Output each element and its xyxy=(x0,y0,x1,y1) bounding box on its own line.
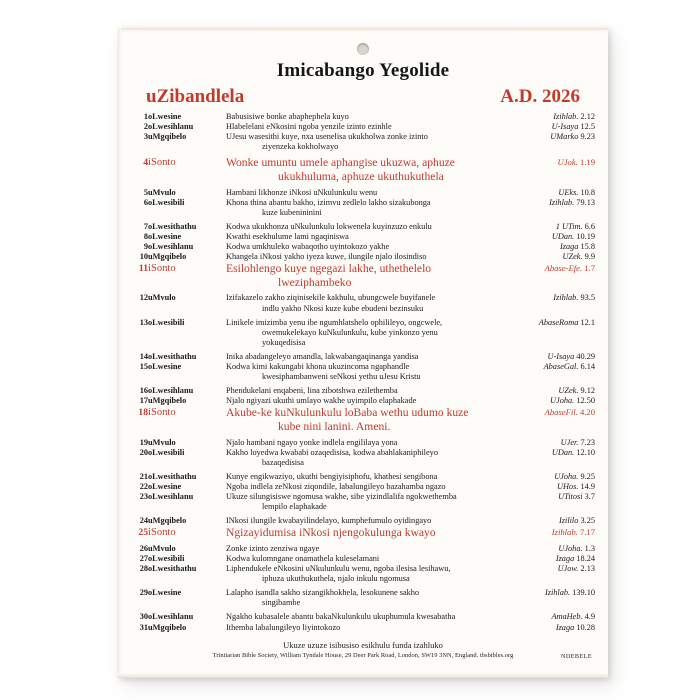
day-name: oLwesithathu xyxy=(148,564,197,574)
table-row xyxy=(128,406,595,433)
verse-line: yokuqedisisa xyxy=(262,337,306,347)
day-number: 16 xyxy=(139,386,148,396)
scripture-reference xyxy=(521,222,595,232)
scripture-reference xyxy=(521,242,595,252)
reference-verse: 6.6 xyxy=(584,221,595,231)
day-number: 15 xyxy=(139,361,148,371)
day-name: oLwesihlanu xyxy=(148,612,194,622)
card-top-edge xyxy=(118,28,608,32)
table-row xyxy=(128,122,595,132)
reference-verse: 15.8 xyxy=(580,242,595,252)
reference-verse: 6.14 xyxy=(580,361,595,371)
day-number: 23 xyxy=(139,492,148,501)
reference-verse: 9.25 xyxy=(580,471,595,481)
reference-book: UJoha. xyxy=(558,543,583,553)
scripture-reference xyxy=(521,406,595,433)
reference-verse: 14.9 xyxy=(580,481,595,491)
verse-text xyxy=(226,156,521,183)
table-row xyxy=(128,198,595,218)
verse-line: kuze kubenininini xyxy=(262,207,322,217)
scripture-reference xyxy=(521,448,595,468)
reference-book: AbaseGal. xyxy=(543,361,579,371)
verse-text xyxy=(226,318,521,348)
verse-text xyxy=(226,612,521,622)
reference-verse: 9.9 xyxy=(584,252,595,262)
table-row xyxy=(128,188,595,198)
verse-line: lempilo elaphakade xyxy=(262,502,327,512)
verse-text xyxy=(226,112,521,122)
month-label: uZibandlela xyxy=(146,86,245,107)
day-number: 3 xyxy=(143,132,148,142)
verse-text xyxy=(226,262,521,289)
day-name: oLwesithathu xyxy=(148,221,197,231)
reference-verse: 3.25 xyxy=(580,516,595,526)
scripture-reference xyxy=(521,352,595,362)
reference-book: UEks. xyxy=(558,187,579,197)
table-row xyxy=(128,448,595,468)
verse-line: Ngizayidumisa iNkosi njengokulunga kwayo xyxy=(226,526,436,540)
reference-book: AmaHeb. xyxy=(551,612,583,622)
reference-verse: 40.29 xyxy=(576,351,595,361)
table-row xyxy=(128,526,595,540)
verse-text xyxy=(226,122,521,132)
verse-text xyxy=(226,386,521,396)
scripture-reference xyxy=(521,252,595,262)
verse-line: Kakho loyedwa kwababi ozaqedisisa, kodwa abahlakaniphileyo xyxy=(226,447,438,457)
reference-book: AbaseRoma xyxy=(538,317,579,327)
calendar-footer xyxy=(118,640,608,660)
reference-book: Izaga xyxy=(555,622,575,632)
table-row xyxy=(128,252,595,262)
verse-text xyxy=(226,242,521,252)
reference-book: Izihlab. xyxy=(553,293,579,303)
day-name: uMgqibelo xyxy=(148,252,187,262)
reference-verse: 4.20 xyxy=(579,407,595,418)
language-tag: NDEBELE xyxy=(561,653,592,660)
reference-book: UJer. xyxy=(560,437,579,447)
scripture-reference xyxy=(521,396,595,406)
scripture-reference xyxy=(521,232,595,242)
day-name: iSonto xyxy=(148,407,176,419)
table-row xyxy=(128,492,595,512)
table-row xyxy=(128,516,595,526)
day-name: iSonto xyxy=(148,157,176,169)
day-number: 30 xyxy=(139,612,148,622)
reference-verse: 9.12 xyxy=(580,386,595,396)
day-number: 24 xyxy=(139,516,148,526)
day-number: 2 xyxy=(143,122,148,132)
reference-book: UZek. xyxy=(558,386,579,396)
day-number: 6 xyxy=(143,197,148,207)
reference-verse: 10.28 xyxy=(576,622,595,632)
reference-book: UJow. xyxy=(557,564,579,574)
day-number: 25 xyxy=(138,527,148,539)
day-number: 19 xyxy=(139,437,148,447)
reference-verse: 2.13 xyxy=(580,564,595,574)
verse-line: UJesu wasesithi kuye, nxa usenelisa ukukholwa zonke izinto xyxy=(226,132,428,142)
verse-line: ziyenzeka kokholwayo xyxy=(262,142,339,152)
verse-text xyxy=(226,222,521,232)
day-name: oLwesihlanu xyxy=(148,242,194,252)
reference-verse: 12.10 xyxy=(576,447,595,457)
day-name: uMgqibelo xyxy=(148,396,187,406)
reference-book: Izihlab. xyxy=(544,588,571,598)
day-name: uMgqibelo xyxy=(148,516,187,526)
calendar-header xyxy=(118,60,608,82)
table-row xyxy=(128,222,595,232)
day-number: 8 xyxy=(143,231,148,241)
reference-book: UTitosi xyxy=(558,492,583,501)
verse-line: lweziphambeko xyxy=(278,275,352,289)
table-row xyxy=(128,132,595,152)
reference-book: UDan. xyxy=(551,231,575,241)
verse-line: Lalapho isandla sakho sizangikhokhela, lesokunene sakho xyxy=(226,588,420,598)
reference-verse: 139.10 xyxy=(572,588,595,598)
day-number: 17 xyxy=(139,396,148,406)
table-row xyxy=(128,232,595,242)
reference-verse: 1.7 xyxy=(584,263,595,274)
day-number: 29 xyxy=(139,588,148,598)
reference-book: Izihlab. xyxy=(551,527,578,538)
scripture-reference xyxy=(521,362,595,382)
verse-text xyxy=(226,564,521,584)
table-row xyxy=(128,623,595,633)
verse-text xyxy=(226,448,521,468)
calendar-card xyxy=(118,28,608,678)
table-row xyxy=(128,612,595,622)
scripture-reference xyxy=(521,438,595,448)
day-name: uMvulo xyxy=(148,543,176,553)
reference-verse: 3.7 xyxy=(584,492,595,501)
table-row xyxy=(128,554,595,564)
day-number: 12 xyxy=(139,293,148,303)
reference-book: UDan. xyxy=(551,447,575,457)
table-body xyxy=(128,112,595,633)
verse-line: Liphendukele eNkosini uNkulunkulu wenu, ngoba ilesisa lesihawu, xyxy=(226,564,451,574)
reference-book: Izaga xyxy=(559,242,579,252)
day-number: 4 xyxy=(143,157,148,169)
reference-book: 1 UTim. xyxy=(555,221,583,231)
scripture-reference xyxy=(521,588,595,608)
reference-verse: 2.12 xyxy=(580,112,595,121)
verse-text xyxy=(226,406,521,433)
day-name: oLwesine xyxy=(148,361,182,371)
table-row xyxy=(128,156,595,183)
verse-text xyxy=(226,132,521,152)
verse-line: Ngoba indlela zeNkosi ziqondile, labalungileyo bazahamba ngazo xyxy=(226,481,446,491)
table-row xyxy=(128,362,595,382)
table-row xyxy=(128,396,595,406)
verse-line: ukukhuluma, aphuze ukuthukuthela xyxy=(278,169,444,183)
day-name: oLwesihlanu xyxy=(148,492,194,501)
day-name: oLwesine xyxy=(148,481,182,491)
reference-verse: 9.23 xyxy=(580,132,595,142)
reference-verse: 10.19 xyxy=(576,231,595,241)
day-name: oLwesine xyxy=(148,112,182,121)
day-name: oLwesibili xyxy=(148,553,185,563)
scripture-reference xyxy=(521,156,595,183)
day-name: iSonto xyxy=(148,527,176,539)
verse-text xyxy=(226,554,521,564)
verse-text xyxy=(226,438,521,448)
day-name: iSonto xyxy=(148,263,176,275)
verse-text xyxy=(226,526,521,540)
reference-book: Izaga xyxy=(555,553,575,563)
reference-book: AbaseFil. xyxy=(544,407,578,418)
scripture-reference xyxy=(521,122,595,132)
scripture-reference xyxy=(521,526,595,540)
table-row xyxy=(128,482,595,492)
verse-line: Inika abadangeleyo amandla, lakwabangaqinanga yandisa xyxy=(226,351,419,361)
reference-book: UHos. xyxy=(556,481,579,491)
table-row xyxy=(128,564,595,584)
scripture-reference xyxy=(521,188,595,198)
verse-text xyxy=(226,588,521,608)
reference-verse: 12.1 xyxy=(580,317,595,327)
day-name: oLwesine xyxy=(148,588,182,598)
reference-book: U-Isaya xyxy=(547,351,575,361)
day-name: uMgqibelo xyxy=(148,622,187,632)
day-number: 5 xyxy=(143,187,148,197)
verse-line: Njalo ngiyazi ukuthi umlayo wakhe uyimpilo elaphakade xyxy=(226,396,417,406)
day-number: 20 xyxy=(139,447,148,457)
verse-line: Kodwa ukukhonza uNkulunkulu lokwenela kuyinzuzo enkulu xyxy=(226,221,432,231)
day-number: 26 xyxy=(139,543,148,553)
scripture-reference xyxy=(521,482,595,492)
reference-book: Izihlab. xyxy=(549,197,575,207)
verse-line: Khona thina abantu bakho, izimvu zedlelo lakho sizakubonga xyxy=(226,197,431,207)
day-number: 22 xyxy=(139,481,148,491)
year-label: A.D. 2026 xyxy=(500,86,580,107)
day-number: 11 xyxy=(138,263,148,275)
day-number: 27 xyxy=(139,553,148,563)
reference-verse: 1.3 xyxy=(584,543,595,553)
day-name: oLwesibili xyxy=(148,317,185,327)
day-name: oLwesibili xyxy=(148,197,185,207)
verse-line: Kodwa umkhuleko wabaqotho uyintokozo yakhe xyxy=(226,242,390,252)
verse-line: Ukuze silungisiswe ngomusa wakhe, sibe yizindlalifa ngokwethemba xyxy=(226,492,457,501)
verse-text xyxy=(226,252,521,262)
verse-line: Linikele imizimba yenu ibe ngumhlatshelo ophilileyo, ongcwele, xyxy=(226,317,443,327)
verse-text xyxy=(226,198,521,218)
day-name: oLwesihlanu xyxy=(148,122,194,132)
reference-verse: 79.13 xyxy=(576,197,595,207)
scripture-reference xyxy=(521,612,595,622)
table-row xyxy=(128,588,595,608)
scripture-reference xyxy=(521,564,595,584)
table-row xyxy=(128,352,595,362)
verse-line: Kwathi esekhulume lami ngaqiniswa xyxy=(226,231,349,241)
verse-text xyxy=(226,492,521,512)
verse-line: iphuza ukuthukuthela, njalo inkulu ngomusa xyxy=(262,574,410,584)
table-row xyxy=(128,293,595,313)
reference-verse: 7.23 xyxy=(580,437,595,447)
reference-book: UJok. xyxy=(557,157,578,168)
verse-text xyxy=(226,362,521,382)
verse-line: Wonke umuntu umele aphangise ukuzwa, aphuze xyxy=(226,156,455,170)
verse-line: Hambani likhonze iNkosi uNkulunkulu wenu xyxy=(226,187,378,197)
verse-line: kwesiphambanweni seNkosi yethu uJesu Kristu xyxy=(262,372,421,382)
reference-book: Izililo xyxy=(559,516,579,526)
verse-line: Ithemba labalungileyo liyintokozo xyxy=(226,622,341,632)
reference-book: UJoha. xyxy=(554,471,579,481)
verse-line: Phendukelani enqabeni, lina zibotshwa ezilethemba xyxy=(226,386,398,396)
day-number: 1 xyxy=(143,112,148,121)
table-row xyxy=(128,318,595,348)
verse-line: singibambe xyxy=(262,598,301,608)
reference-verse: 12.5 xyxy=(580,122,595,132)
month-year-row xyxy=(118,86,608,108)
daily-readings-table xyxy=(128,112,595,633)
scripture-reference xyxy=(521,554,595,564)
footer-encouragement: Ukuze uzuze isibusiso esikhulu funda izahluko xyxy=(283,640,443,650)
verse-line: bazaqedisisa xyxy=(262,457,304,467)
verse-line: INkosi ilungile kwabayilindelayo, kumphefumulo oyidingayo xyxy=(226,516,432,526)
scripture-reference xyxy=(521,112,595,122)
verse-line: Kunye engikwaziyo, ukuthi bengiyisiphofu, khathesi sengibona xyxy=(226,471,438,481)
verse-line: Hlabelelani eNkosini ngoba yenzile izinto ezinhle xyxy=(226,122,392,132)
scripture-reference xyxy=(521,318,595,348)
scripture-reference xyxy=(521,293,595,313)
reference-book: UZek. xyxy=(562,252,583,262)
reference-verse: 18.24 xyxy=(576,553,595,563)
reference-book: Abase-Efe. xyxy=(544,263,583,274)
table-row xyxy=(128,544,595,554)
day-number: 9 xyxy=(143,242,148,252)
verse-text xyxy=(226,232,521,242)
scripture-reference xyxy=(521,492,595,512)
day-number: 14 xyxy=(139,351,148,361)
scripture-reference xyxy=(521,623,595,633)
day-name: uMvulo xyxy=(148,293,176,303)
card-bottom-edge xyxy=(118,673,608,678)
table-row xyxy=(128,438,595,448)
day-number: 18 xyxy=(138,407,148,419)
day-number: 31 xyxy=(139,622,148,632)
day-number: 21 xyxy=(139,471,148,481)
daily-readings-list xyxy=(118,112,608,633)
verse-line: Babusisiwe bonke abaphephela kuyo xyxy=(226,112,349,121)
day-number: 13 xyxy=(139,317,148,327)
day-name: uMgqibelo xyxy=(148,132,187,142)
table-row xyxy=(128,262,595,289)
verse-line: kube nini lanini. Ameni. xyxy=(278,419,391,433)
verse-line: owemukelekayo kuNkulunkulu, kube yinkonzo yenu xyxy=(262,327,438,337)
reference-book: UJoha. xyxy=(550,396,575,406)
day-number: 7 xyxy=(143,221,148,231)
day-name: oLwesithathu xyxy=(148,351,197,361)
table-row xyxy=(128,386,595,396)
footer-publisher: Trinitarian Bible Society, William Tyndale House, 29 Deer Park Road, London, SW19 3NN, England. tbsbibles.org xyxy=(212,652,514,659)
scripture-reference xyxy=(521,516,595,526)
day-name: oLwesihlanu xyxy=(148,386,194,396)
scripture-reference xyxy=(521,544,595,554)
hanging-hole xyxy=(357,43,369,55)
scripture-reference xyxy=(521,198,595,218)
reference-verse: 93.5 xyxy=(580,293,595,303)
verse-line: Kodwa kulomngane onamathela kuleselamani xyxy=(226,553,380,563)
day-name: oLwesithathu xyxy=(148,471,197,481)
verse-text xyxy=(226,352,521,362)
verse-text xyxy=(226,188,521,198)
scripture-reference xyxy=(521,386,595,396)
verse-text xyxy=(226,472,521,482)
reference-book: U-Isaya xyxy=(551,122,579,132)
verse-line: indlu yakho Nkosi kuze kube ebudeni bezinsuku xyxy=(262,303,424,313)
verse-text xyxy=(226,516,521,526)
verse-line: Kodwa kimi kakungabi khona ukuzincoma ngaphandle xyxy=(226,361,410,371)
verse-text xyxy=(226,544,521,554)
reference-verse: 1.19 xyxy=(579,157,595,168)
reference-verse: 10.8 xyxy=(580,187,595,197)
verse-text xyxy=(226,396,521,406)
day-number: 10 xyxy=(139,252,148,262)
day-name: uMvulo xyxy=(148,437,176,447)
verse-line: Esilohlengo kuye ngegazi lakhe, uthethelelo xyxy=(226,262,432,276)
table-row xyxy=(128,472,595,482)
day-number: 28 xyxy=(139,564,148,574)
verse-line: Njalo hambani ngayo yonke indlela engililaya yona xyxy=(226,437,398,447)
page-title: Imicabango Yegolide xyxy=(276,60,450,81)
reference-verse: 7.17 xyxy=(579,527,595,538)
day-name: uMvulo xyxy=(148,187,176,197)
day-name: oLwesibili xyxy=(148,447,185,457)
day-name: oLwesine xyxy=(148,231,182,241)
reference-book: UMarko xyxy=(550,132,579,142)
reference-book: Izihlab. xyxy=(553,112,579,121)
scripture-reference xyxy=(521,262,595,289)
table-row xyxy=(128,242,595,252)
scripture-reference xyxy=(521,472,595,482)
verse-text xyxy=(226,293,521,313)
reference-verse: 4.9 xyxy=(584,612,595,622)
verse-line: Akube-ke kuNkulunkulu loBaba wethu udumo kuze xyxy=(226,406,469,420)
verse-line: Zonke izinto zenziwa ngaye xyxy=(226,543,320,553)
reference-verse: 12.50 xyxy=(576,396,595,406)
table-row xyxy=(128,112,595,122)
verse-line: Izifakazelo zakho ziqinisekile kakhulu, ubungcwele buyifanele xyxy=(226,293,436,303)
verse-line: Khangela iNkosi yakho iyeza kuwe, ilungile njalo ilosindiso xyxy=(226,252,427,262)
verse-text xyxy=(226,482,521,492)
verse-line: Ngakho kubasalele abantu bakaNkulunkulu ukuphumula kwesabatha xyxy=(226,612,456,622)
verse-text xyxy=(226,623,521,633)
scripture-reference xyxy=(521,132,595,152)
